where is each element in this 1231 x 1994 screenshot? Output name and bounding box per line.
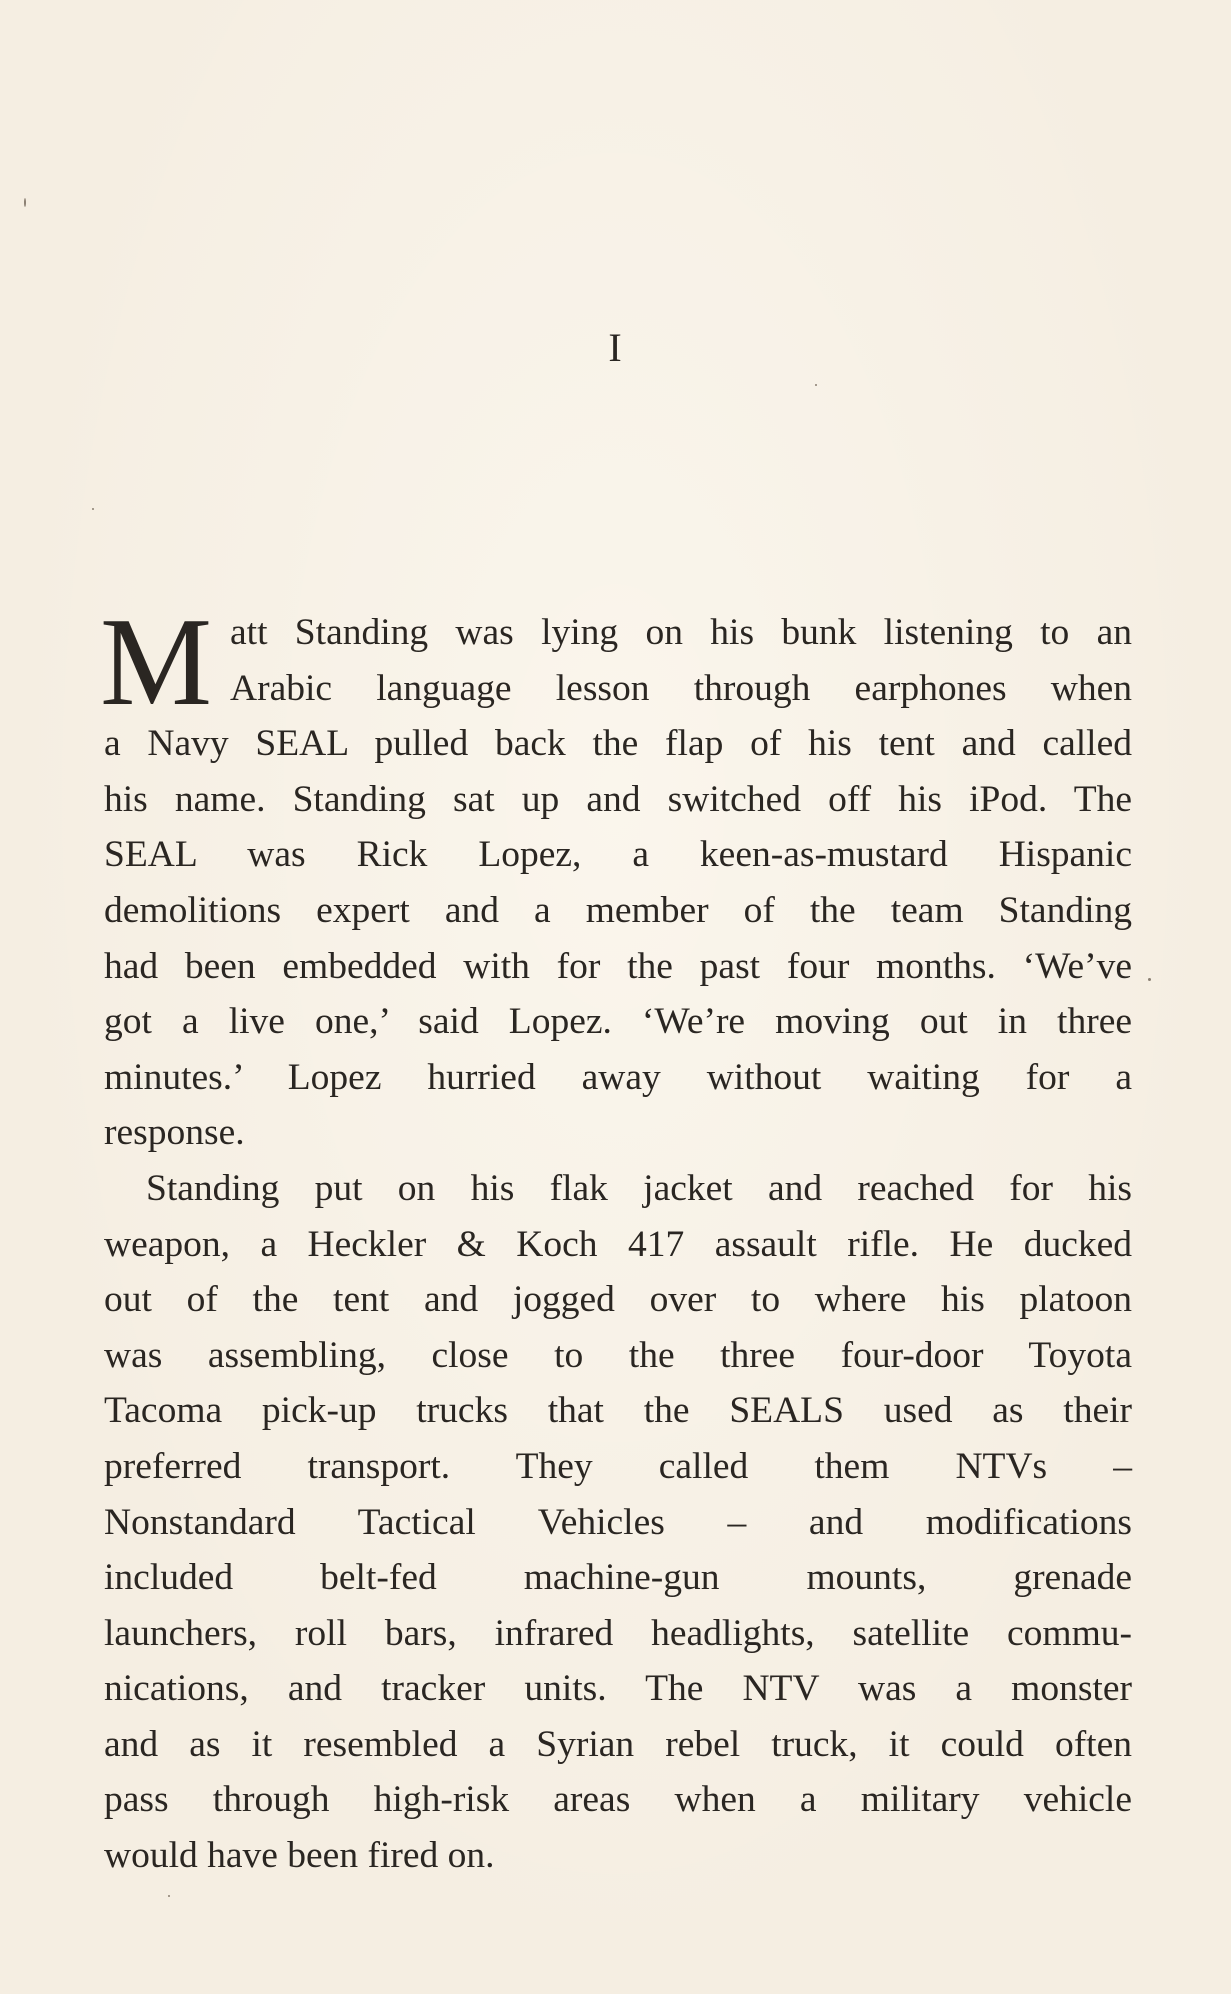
paragraph-1 <box>100 593 1132 1161</box>
show-through-background <box>105 95 1135 551</box>
text-line: minutes.’ Lopez hurried away without waiting for a <box>104 1056 1132 1098</box>
text-line: Arabic language lesson through earphones when <box>230 667 1132 709</box>
text-line: response. <box>104 1112 245 1154</box>
text-line: would have been fired on. <box>104 1835 495 1877</box>
text-line: Standing put on his flak jacket and reached for his <box>146 1167 1132 1209</box>
text-line: his name. Standing sat up and switched off his iPod. The <box>104 778 1132 820</box>
text-line: preferred transport. They called them NTVs – <box>104 1445 1132 1487</box>
text-line: a Navy SEAL pulled back the flap of his tent and called <box>104 723 1132 765</box>
dropcap-row <box>100 593 1132 732</box>
text-line: demolitions expert and a member of the team Standing <box>104 889 1132 931</box>
text-line: launchers, roll bars, infrared headlights, satellite commu- <box>104 1612 1132 1654</box>
text-line: out of the tent and jogged over to where his platoon <box>104 1279 1132 1321</box>
text-line: was assembling, close to the three four-door Toyota <box>104 1334 1132 1376</box>
paper-speck <box>168 1895 170 1897</box>
text-line: Nonstandard Tactical Vehicles – and modifications <box>104 1501 1132 1543</box>
text-line: SEAL was Rick Lopez, a keen-as-mustard Hispanic <box>104 834 1132 876</box>
text-line: included belt-fed machine-gun mounts, grenade <box>104 1557 1132 1599</box>
text-line: Tacoma pick-up trucks that the SEALS used as their <box>104 1390 1132 1432</box>
paper-speck <box>1148 978 1151 981</box>
chapter-number: I <box>608 325 623 370</box>
text-line: got a live one,’ said Lopez. ‘We’re moving out in three <box>104 1001 1132 1043</box>
text-line: and as it resembled a Syrian rebel truck, it could often <box>104 1723 1132 1765</box>
text-line: pass through high-risk areas when a military vehicle <box>104 1779 1132 1821</box>
text-line: weapon, a Heckler & Koch 417 assault rifle. He ducked <box>104 1223 1132 1265</box>
drop-cap: M <box>100 593 213 732</box>
paper-speck <box>92 508 94 510</box>
chapter-body <box>100 593 1132 1884</box>
paper-speck <box>24 198 26 207</box>
paragraph-2 <box>104 1161 1132 1884</box>
text-line: had been embedded with for the past four months. ‘We’ve <box>104 945 1132 987</box>
text-line: att Standing was lying on his bunk listening to an <box>230 612 1132 653</box>
text-line: nications, and tracker units. The NTV was a monster <box>104 1668 1132 1710</box>
paper-speck <box>815 384 817 386</box>
